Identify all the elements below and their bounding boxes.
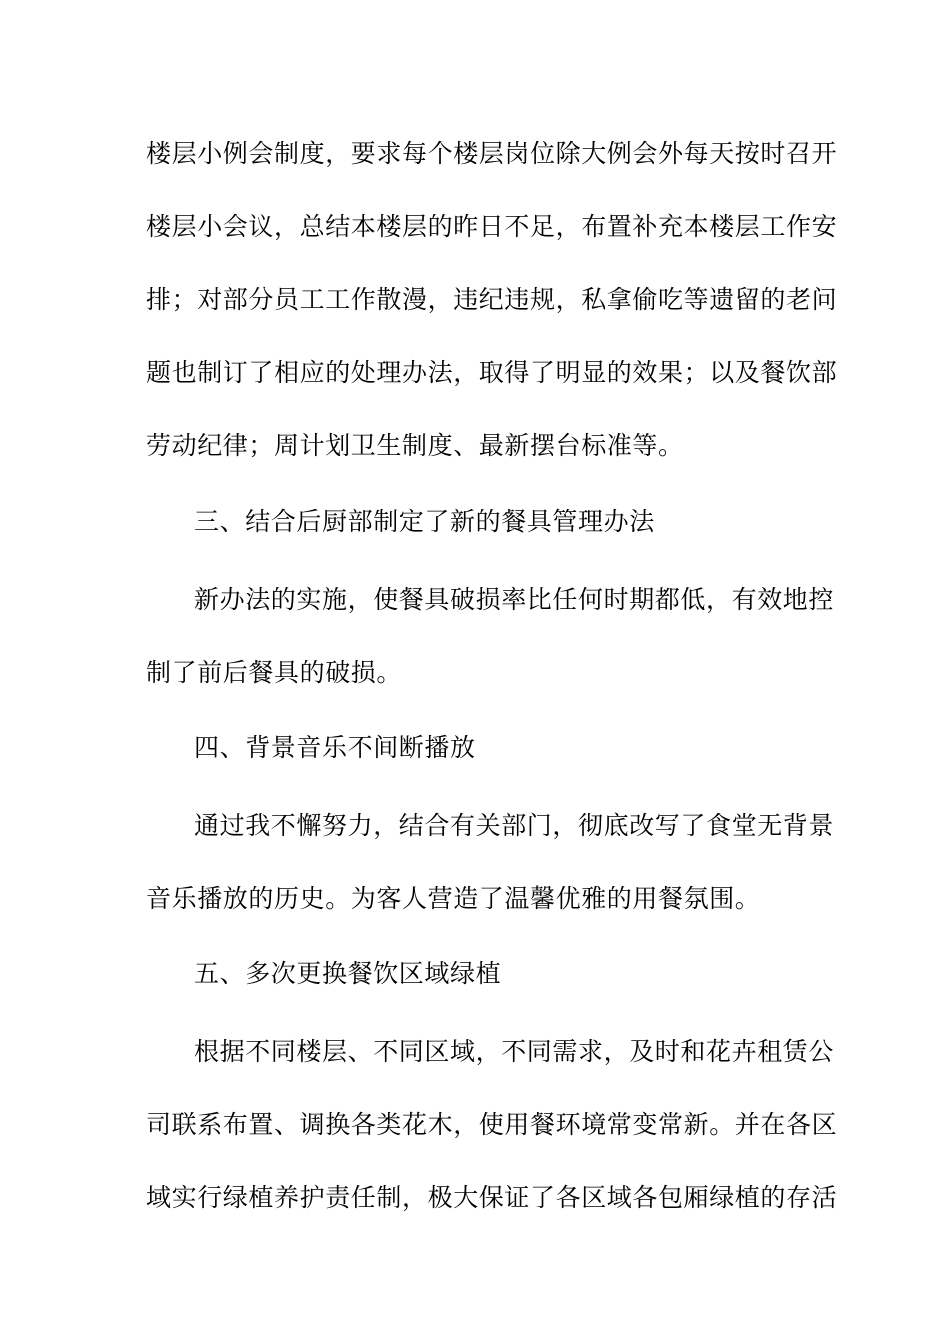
section-heading: 三、结合后厨部制定了新的餐具管理办法 bbox=[194, 507, 655, 536]
paragraph-line: 根据不同楼层、不同区域，不同需求，及时和花卉租赁公 bbox=[194, 1037, 835, 1066]
paragraph-line: 司联系布置、调换各类花木，使用餐环境常变常新。并在各区 bbox=[146, 1110, 838, 1139]
paragraph-line: 题也制订了相应的处理办法，取得了明显的效果；以及餐饮部 bbox=[146, 358, 838, 387]
paragraph-line: 音乐播放的历史。为客人营造了温馨优雅的用餐氛围。 bbox=[146, 884, 761, 913]
section-heading: 四、背景音乐不间断播放 bbox=[194, 733, 476, 762]
paragraph-line: 楼层小会议，总结本楼层的昨日不足，布置补充本楼层工作安 bbox=[146, 212, 838, 241]
paragraph-line: 制了前后餐具的破损。 bbox=[146, 658, 403, 687]
paragraph-line: 通过我不懈努力，结合有关部门，彻底改写了食堂无背景 bbox=[194, 811, 835, 840]
section-heading: 五、多次更换餐饮区域绿植 bbox=[194, 959, 502, 988]
paragraph-line: 域实行绿植养护责任制，极大保证了各区域各包厢绿植的存活 bbox=[146, 1183, 838, 1212]
paragraph-line: 排；对部分员工工作散漫，违纪违规，私拿偷吃等遗留的老问 bbox=[146, 285, 838, 314]
paragraph-line: 劳动纪律；周计划卫生制度、最新摆台标准等。 bbox=[146, 431, 684, 460]
paragraph-line: 新办法的实施，使餐具破损率比任何时期都低，有效地控 bbox=[194, 585, 835, 614]
paragraph-line: 楼层小例会制度，要求每个楼层岗位除大例会外每天按时召开 bbox=[146, 139, 838, 168]
